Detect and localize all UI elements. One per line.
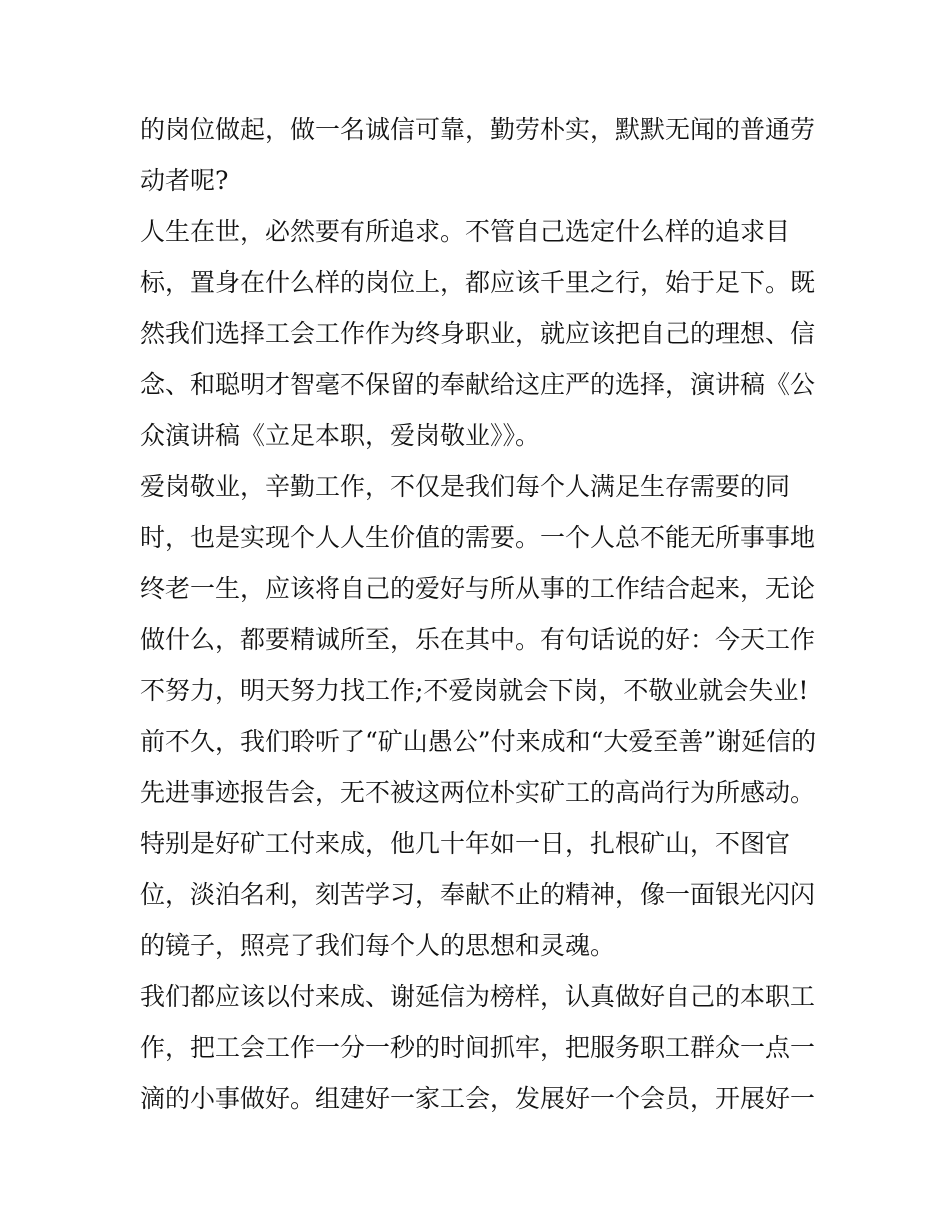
text-line: 的镜子，照亮了我们每个人的思想和灵魂。	[140, 931, 616, 960]
text-line: 动者呢?	[140, 166, 229, 195]
body-text	[140, 104, 820, 1124]
text-line: 滴的小事做好。组建好一家工会，发展好一个会员，开展好一	[140, 1084, 816, 1113]
text-line: 众演讲稿《立足本职，爱岗敬业》》。	[140, 421, 541, 450]
text-line: 作，把工会工作一分一秒的时间抓牢，把服务职工群众一点一	[140, 1033, 816, 1062]
text-line: 爱岗敬业，辛勤工作，不仅是我们每个人满足生存需要的同	[140, 472, 791, 501]
text-line: 先进事迹报告会，无不被这两位朴实矿工的高尚行为所感动。	[140, 778, 816, 807]
text-line: 不努力，明天努力找工作;不爱岗就会下岗，不敬业就会失业!	[140, 676, 809, 705]
text-line: 人生在世，必然要有所追求。不管自己选定什么样的追求目	[140, 217, 791, 246]
text-line: 做什么，都要精诚所至，乐在其中。有句话说的好：今天工作	[140, 625, 816, 654]
text-line: 念、和聪明才智毫不保留的奉献给这庄严的选择，演讲稿《公	[140, 370, 816, 399]
text-line: 我们都应该以付来成、谢延信为榜样，认真做好自己的本职工	[140, 982, 816, 1011]
text-line: 标，置身在什么样的岗位上，都应该千里之行，始于足下。既	[140, 268, 816, 297]
text-line: 前不久，我们聆听了“矿山愚公”付来成和“大爱至善”谢延信的	[140, 727, 817, 756]
text-line: 特别是好矿工付来成，他几十年如一日，扎根矿山，不图官	[140, 829, 791, 858]
text-line: 然我们选择工会工作作为终身职业，就应该把自己的理想、信	[140, 319, 816, 348]
text-line: 位，淡泊名利，刻苦学习，奉献不止的精神，像一面银光闪闪	[140, 880, 816, 909]
text-line: 终老一生，应该将自己的爱好与所从事的工作结合起来，无论	[140, 574, 816, 603]
text-line: 时，也是实现个人人生价值的需要。一个人总不能无所事事地	[140, 523, 816, 552]
text-line: 的岗位做起，做一名诚信可靠，勤劳朴实，默默无闻的普通劳	[140, 115, 816, 144]
